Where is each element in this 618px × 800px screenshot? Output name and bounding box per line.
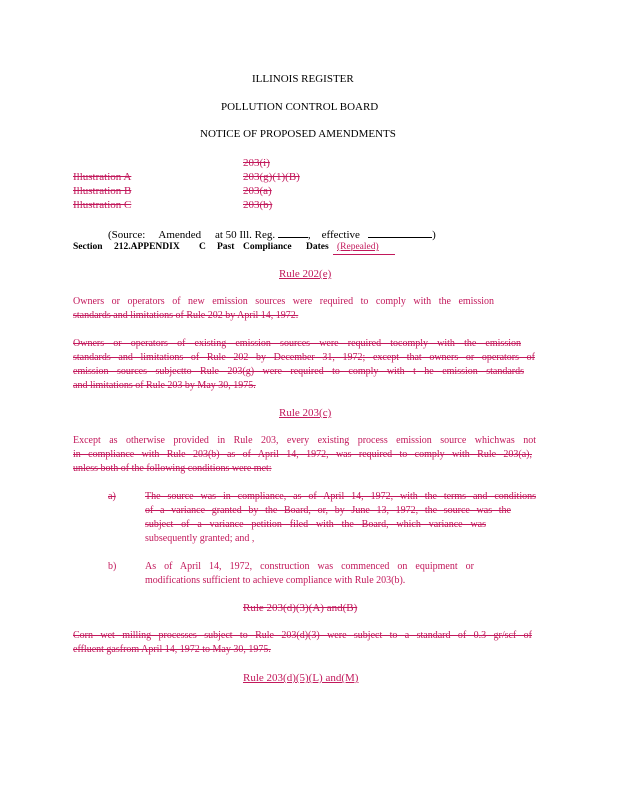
source-effective-blank — [368, 227, 432, 238]
section-repealed: (Repealed) — [337, 242, 379, 252]
item-a-line4: subsequently granted; and , — [145, 533, 255, 544]
source-comma: , — [307, 229, 311, 241]
rule-202e-para2-line2: standards and limitations of Rule 202 by December 31, 1972; except that owners or operators of — [73, 352, 535, 363]
section-label: Section — [73, 242, 103, 252]
source-close: ) — [432, 229, 436, 241]
source-reg-blank — [278, 227, 308, 238]
source-effective: effective — [321, 229, 360, 241]
register-title: ILLINOIS REGISTER — [252, 73, 354, 85]
illustration-c-ref: 203(b) — [243, 199, 273, 211]
notice-title: NOTICE OF PROPOSED AMENDMENTS — [200, 128, 396, 140]
board-title: POLLUTION CONTROL BOARD — [221, 101, 379, 113]
rule-202e-para2-line4: and limitations of Rule 203 by May 30, 1975. — [73, 380, 256, 391]
section-c: C — [199, 242, 206, 252]
repealed-underline — [333, 254, 395, 255]
source-open: (Source: — [108, 229, 146, 241]
rule-203d3-line1: Corn wet milling processes subject to Rule 203(d)(3) were subject to a standard of 0.3 gr/scf of — [73, 630, 532, 641]
section-compliance: Compliance — [243, 242, 292, 252]
rule-203d3-heading: Rule 203(d)(3)(A) and(B) — [243, 602, 358, 614]
item-a-marker: a) — [108, 491, 116, 502]
rule-203d5-heading: Rule 203(d)(5)(L) and(M) — [243, 672, 359, 684]
illustration-a-ref: 203(g)(1)(B) — [243, 171, 300, 183]
rule-203c-line1: Except as otherwise provided in Rule 203, every existing process emission source whichwas not — [73, 435, 536, 446]
rule-202e-para2-line3: emission sources subjectto Rule 203(g) were required to comply with t he emission standards — [73, 366, 524, 377]
illustration-top-ref: 203(i) — [243, 157, 270, 169]
rule-203c-line3: unless both of the following conditions were met: — [73, 463, 272, 474]
item-a-line3: subject of a variance petition filed with the Board, which variance was — [145, 519, 486, 530]
rule-203c-heading: Rule 203(c) — [279, 407, 332, 419]
section-dates: Dates — [306, 242, 329, 252]
item-a-line2: of a variance granted by the Board, or, by June 13, 1972, the source was the — [145, 505, 511, 516]
illustration-c-label: Illustration C — [73, 199, 132, 211]
section-number: 212.APPENDIX — [114, 242, 180, 252]
rule-203c-line2: in compliance with Rule 203(b) as of April 14, 1972, was required to comply with Rule 203(a), — [73, 449, 532, 460]
source-amended: Amended — [158, 229, 202, 241]
item-b-marker: b) — [108, 561, 117, 572]
illustration-b-ref: 203(a) — [243, 185, 272, 197]
item-a-line1: The source was in compliance, as of April 14, 1972, with the terms and conditions — [145, 491, 536, 502]
illustration-b-label: Illustration B — [73, 185, 132, 197]
rule-202e-para1-line1: Owners or operators of new emission sources were required to comply with the emission — [73, 296, 494, 307]
item-b-line1: As of April 14, 1972, construction was commenced on equipment or — [145, 561, 474, 572]
rule-202e-para1-line2: standards and limitations of Rule 202 by April 14, 1972. — [73, 310, 299, 321]
rule-202e-para2-line1: Owners or operators of existing emission sources were required tocomply with the emission — [73, 338, 521, 349]
item-b-line2: modifications sufficient to achieve compliance with Rule 203(b). — [145, 575, 406, 586]
section-past: Past — [217, 242, 235, 252]
source-line — [108, 227, 436, 241]
rule-203d3-line2: effluent gasfrom April 14, 1972 to May 30, 1975. — [73, 644, 271, 655]
rule-202e-heading: Rule 202(e) — [279, 268, 332, 280]
illustration-a-label: Illustration A — [73, 171, 132, 183]
source-at-reg: at 50 Ill. Reg. — [214, 229, 276, 241]
